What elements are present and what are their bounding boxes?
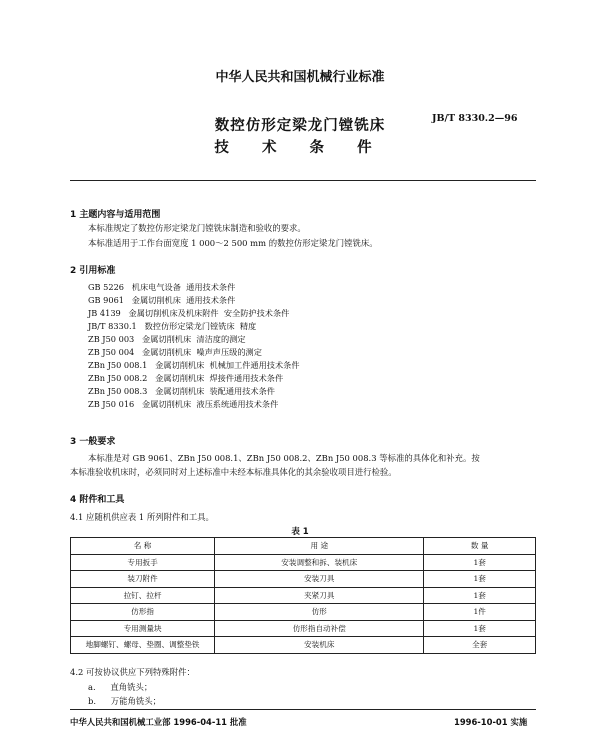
table-1-caption: 表 1 [291,527,309,537]
section-2-heading: 2 引用标准 [70,266,116,276]
reference-item: GB 9061 金属切削机床 通用技术条件 [88,295,236,305]
table-header-row [71,538,536,555]
section-3-line-1: 本标准是对 GB 9061、ZBn J50 008.1、ZBn J50 008.2、ZBn J50 008.3 等标准的具体化和补充。按 [88,453,480,463]
table-cell-purpose: 安装调整和拆、装机床 [215,554,424,571]
table-cell-purpose: 仿形 [215,604,424,621]
accessories-table [70,537,536,654]
section-1-paragraph-2: 本标准适用于工作台面宽度 1 000～2 500 mm 的数控仿形定梁龙门镗铣床。 [88,238,378,248]
table-cell-purpose: 夹紧刀具 [215,587,424,604]
table-cell-name: 装刀附件 [71,571,215,588]
reference-item: ZBn J50 008.3 金属切削机床 装配通用技术条件 [88,386,275,396]
approval-statement: 中华人民共和国机械工业部 1996-04-11 批准 [70,717,247,727]
reference-item: ZB J50 004 金属切削机床 噪声声压级的测定 [88,347,262,357]
table-cell-quantity: 1套 [424,571,536,588]
table-cell-purpose: 仿形指自动补偿 [215,620,424,637]
list-item-text: 直角铣头； [110,682,153,692]
header-divider [70,180,536,181]
standard-code: JB/T 8330.2—96 [432,113,518,124]
table-cell-quantity: 1套 [424,587,536,604]
section-4-heading: 4 附件和工具 [70,495,125,505]
table-row [71,587,536,604]
reference-item: JB/T 8330.1 数控仿形定梁龙门镗铣床 精度 [88,321,257,331]
table-cell-quantity: 全套 [424,637,536,654]
section-1-paragraph-1: 本标准规定了数控仿形定梁龙门镗铣床制造和验收的要求。 [88,223,306,233]
table-header-name: 名 称 [71,538,215,555]
standard-org-header: 中华人民共和国机械行业标准 [215,70,385,85]
reference-item: JB 4139 金属切削机床及机床附件 安全防护技术条件 [88,308,290,318]
reference-item: GB 5226 机床电气设备 通用技术条件 [88,282,236,292]
table-row [71,637,536,654]
document-title: 数控仿形定梁龙门镗铣床 [214,118,386,134]
table-header-quantity: 数 量 [424,538,536,555]
footer-divider [70,709,536,710]
clause-4-1: 4.1 应随机供应表 1 所列附件和工具。 [70,512,214,522]
document-subtitle: 技 术 条 件 [214,140,386,156]
reference-item: ZBn J50 008.1 金属切削机床 机械加工件通用技术条件 [88,360,300,370]
section-3-line-2: 本标准验收机床时，必须同时对上述标准中未经本标准具体化的其余验收项目进行检验。 [70,467,397,477]
list-item-text: 万能角铣头； [110,696,161,706]
table-row [71,554,536,571]
table-cell-quantity: 1套 [424,554,536,571]
table-row [71,620,536,637]
table-cell-purpose: 安装刀具 [215,571,424,588]
list-marker: b. [88,696,97,706]
clause-4-2: 4.2 可按协议供应下列特殊附件： [70,667,195,677]
section-1-heading: 1 主题内容与适用范围 [70,210,161,220]
reference-list [88,281,300,411]
table-cell-name: 专用测量块 [71,620,215,637]
reference-item: ZB J50 016 金属切削机床 液压系统通用技术条件 [88,399,279,409]
table-cell-name: 地脚螺钉、螺母、垫圈、调整垫铁 [71,637,215,654]
table-cell-purpose: 安装机床 [215,637,424,654]
reference-item: ZBn J50 008.2 金属切削机床 焊接件通用技术条件 [88,373,284,383]
table-header-purpose: 用 途 [215,538,424,555]
table-cell-name: 专用扳手 [71,554,215,571]
table-cell-quantity: 1套 [424,620,536,637]
table-cell-name: 仿形指 [71,604,215,621]
table-row [71,604,536,621]
special-accessory-item-a [88,681,152,694]
table-cell-name: 拉钉、拉杆 [71,587,215,604]
table-cell-quantity: 1件 [424,604,536,621]
table-row [71,571,536,588]
reference-item: ZB J50 003 金属切削机床 清洁度的测定 [88,334,246,344]
implementation-date: 1996-10-01 实施 [454,717,528,727]
section-3-heading: 3 一般要求 [70,437,116,447]
list-marker: a. [88,682,96,692]
special-accessory-item-b [88,695,161,708]
